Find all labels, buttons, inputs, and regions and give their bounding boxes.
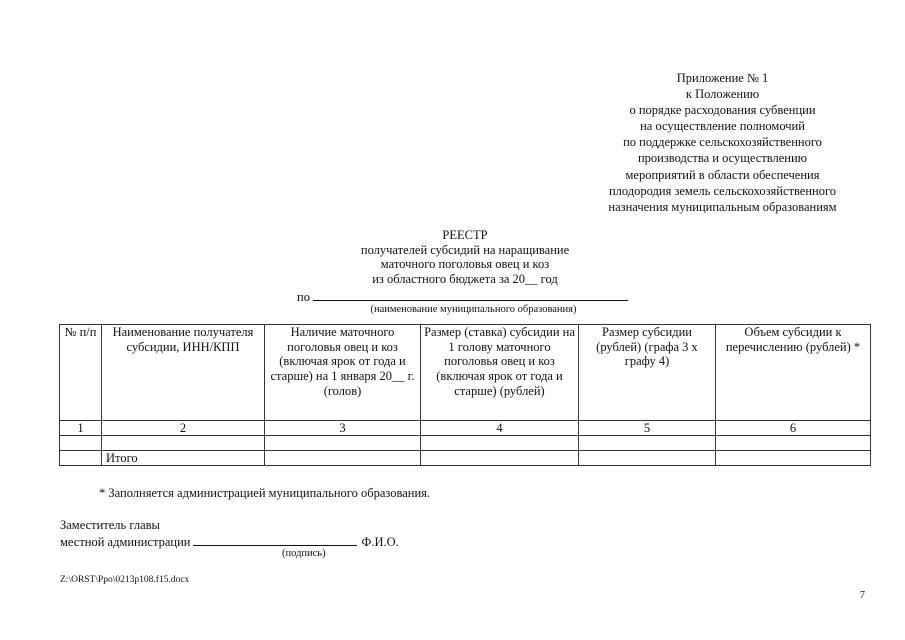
signer-line [60, 533, 399, 550]
header-cell: Наименование получателя субсидии, ИНН/КПП [102, 325, 265, 421]
table-header-row [60, 325, 871, 421]
table-cell [579, 451, 716, 466]
table-cell [265, 436, 421, 451]
by-prefix: по [297, 290, 310, 304]
header-cell: Наличие маточного поголовья овец и коз (включая ярок от года и старше) на 1 января 20__ г. (голов) [265, 325, 421, 421]
appendix-line: плодородия земель сельскохозяйственного [608, 183, 837, 198]
header-cell: Размер субсидии (рублей) (графа 3 x графу 4) [579, 325, 716, 421]
column-number: 5 [579, 421, 716, 436]
column-number: 3 [265, 421, 421, 436]
municipality-caption: (наименование муниципального образования) [370, 304, 577, 315]
column-number: 2 [102, 421, 265, 436]
column-number: 6 [716, 421, 871, 436]
table-cell [60, 451, 102, 466]
title-line: получателей субсидий на наращивание [360, 242, 570, 257]
title-line: из областного бюджета за 20__ год [372, 271, 558, 286]
appendix-header [560, 70, 885, 215]
signature-caption: (подпись) [282, 548, 326, 559]
appendix-line: о порядке расходования субвенции [629, 103, 816, 118]
table-cell [579, 436, 716, 451]
file-path: Z:\ORST\Ppo\0213p108.f15.docx [60, 575, 190, 585]
table-cell [716, 436, 871, 451]
appendix-line: назначения муниципальным образованиям [608, 199, 837, 214]
appendix-line: производства и осуществлению [637, 151, 808, 166]
appendix-line: по поддержке сельскохозяйственного [623, 135, 822, 150]
appendix-line: Приложение № 1 [676, 71, 769, 85]
table-cell [102, 436, 265, 451]
signature-blank [193, 533, 357, 546]
table-row [60, 436, 871, 451]
title-heading: РЕЕСТР [442, 228, 488, 242]
appendix-line: мероприятий в области обеспечения [625, 167, 820, 182]
table-cell [421, 451, 579, 466]
appendix-line: на осуществление полномочий [640, 119, 805, 134]
total-label: Итого [102, 451, 265, 466]
table-cell [421, 436, 579, 451]
header-cell: Объем субсидии к перечислению (рублей) * [716, 325, 871, 421]
total-row [60, 451, 871, 466]
table-cell [716, 451, 871, 466]
page-number: 7 [860, 590, 865, 601]
signer-position: местной администрации [60, 535, 191, 549]
signer-title: Заместитель главы [60, 518, 160, 532]
column-number: 1 [60, 421, 102, 436]
header-cell: Размер (ставка) субсидии на 1 голову маточного поголовья овец и коз (включая ярок от года и старше) (рублей) [421, 325, 579, 421]
municipality-line [297, 288, 628, 304]
municipality-blank [313, 288, 628, 301]
registry-table [59, 324, 871, 466]
document-title [300, 228, 630, 286]
title-line: маточного поголовья овец и коз [380, 257, 550, 272]
table-cell [265, 451, 421, 466]
footnote: * Заполняется администрацией муниципального образования. [99, 486, 431, 500]
column-number: 4 [421, 421, 579, 436]
signer-name-label: Ф.И.О. [361, 535, 399, 549]
header-cell: № п/п [60, 325, 102, 421]
signature-block [60, 517, 399, 550]
appendix-line: к Положению [685, 87, 760, 102]
column-number-row [60, 421, 871, 436]
table-cell [60, 436, 102, 451]
